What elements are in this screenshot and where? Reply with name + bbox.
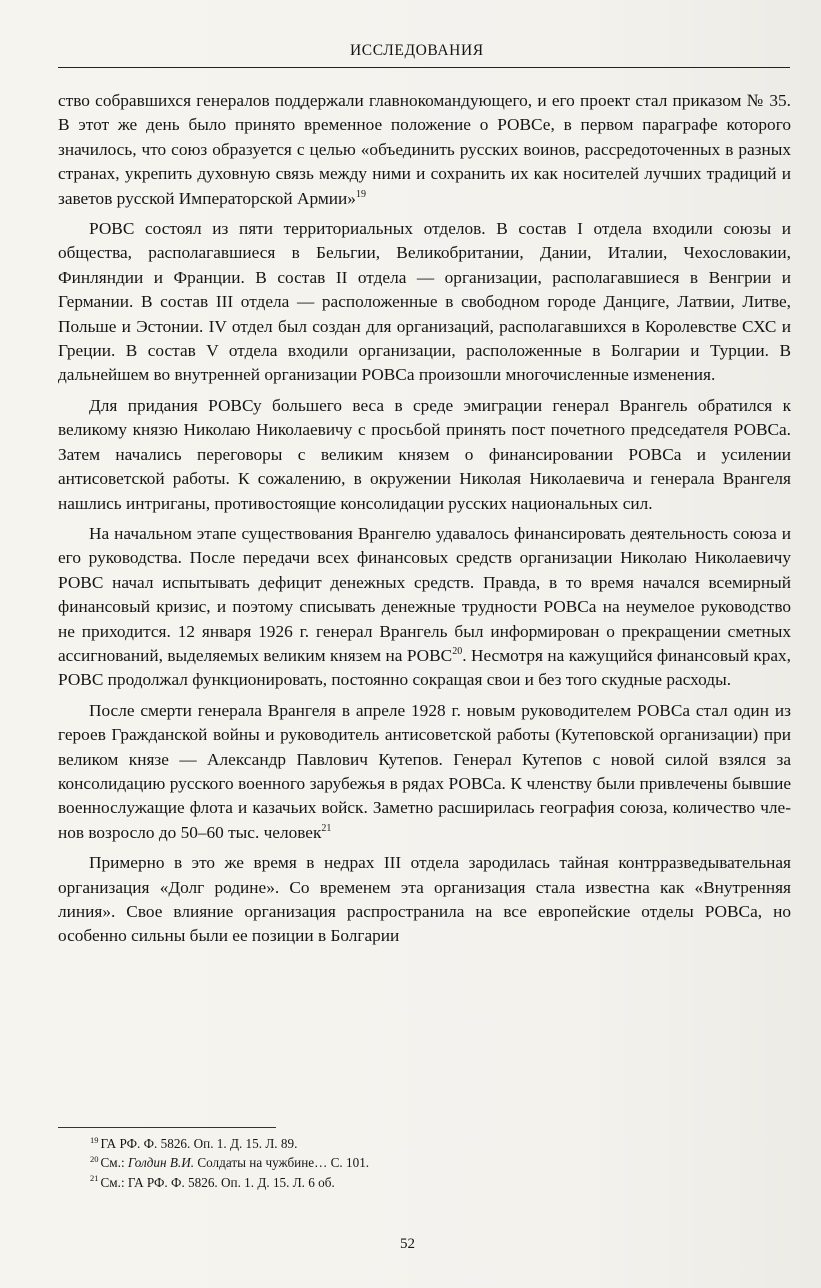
footnote-ref-21: 21 bbox=[321, 823, 332, 835]
page-number: 52 bbox=[400, 1236, 415, 1252]
footnote-21: $^{21}$ См.: ГА РФ. Ф. 5826. Оп. 1. Д. 15. Л. 6 об. bbox=[90, 1173, 335, 1190]
running-header bbox=[58, 36, 790, 68]
paragraph-6: Примерно в это же время в недрах III отдела зародилась тайная контрразведывательная организация «Долг родине». Со временем эта организация стала известна как «Внутренняя линия». Свое влияние организация распространила на все европейские отделы РОВСа, но особенно сильны были ее позиции в Болгарии bbox=[58, 853, 791, 946]
paragraph-5: После смерти генерала Врангеля в апреле 1928 г. новым руководителем РОВСа стал один из героев Гражданской войны и руководитель антисоветской работы (Кутеповской организации) при великом князе — Александр Павлович Кутепов. Генерал Кутепов с новой силой взялся за консолидацию русского военного зарубежья в рядах РОВСа. К членству были привлечены бывшие военнослужащие флота и казачьих войск. Заметно расширилась география союза, количество членов возросло до 50–60 тыс. человек$^{21}$ bbox=[58, 700, 791, 842]
paragraph-4: На начальном этапе существования Врангелю удавалось финансировать деятельность союза и его руководства. После передачи всех финансовых средств организации Николаю Николаевичу РОВС начал испытывать дефицит денежных средств. Правда, в то время начался всемирный финансовый кризис, и поэтому списывать денежные трудности РОВСа на неумелое руководство не приходится. 12 января 1926 г. генерал Врангель был информирован о прекращении сметных ассигнований, выделяемых великим князем на РОВС$^{20}$. Несмотря на кажущийся финансовый крах, РОВС продолжал функционировать, постоянно сокращая свои и без того скудные расходы. bbox=[58, 523, 791, 690]
footnote-ref-20: 20 bbox=[452, 646, 463, 658]
paragraph-2: РОВС состоял из пяти территориальных отделов. В состав I отдела входили союзы и общества, располагавшиеся в Бельгии, Великобритании, Дании, Италии, Чехословакии, Финляндии и Франции. В состав II отдела — организации, располагавшиеся в Венгрии и Германии. В состав III отдела — расположенные в свободном городе Данциге, Латвии, Литве, Польше и Эстонии. IV отдел был создан для организаций, располагавшихся в Королевстве СХС и Греции. В состав V отдела входили организации, расположенные в Болгарии и Турции. В дальнейшем во внутренней организации РОВСа произошли многочисленные изменения. bbox=[58, 219, 791, 385]
paragraph-3: Для придания РОВСу большего веса в среде эмиграции генерал Врангель обратился к великому князю Николаю Николаевичу с просьбой принять пост почетного председателя РОВСа. Затем начались переговоры с великим князем о финансировании РОВСа и усилении антисоветской работы. К сожалению, в окружении Николая Николаевича и генерала Врангеля нашлись интриганы, противостоящие консолидации русских национальных сил. bbox=[58, 395, 791, 513]
footnote-rule bbox=[58, 1127, 276, 1128]
body-text bbox=[58, 89, 791, 955]
section-title: ИССЛЕДОВАНИЯ bbox=[350, 42, 484, 59]
footnote-20: $^{20}$ См.: Голдин В.И. Солдаты на чужбине… С. 101. bbox=[90, 1154, 370, 1171]
footnote-ref-19: 19 bbox=[355, 188, 366, 200]
paragraph-1: ство собравшихся генералов поддержали главнокомандующего, и его проект стал приказом № 35. В этот же день было принято временное положение о РОВСе, в первом параграфе которого значилось, что союз образуется с целью «объединить русских воинов, рассредоточенных в разных странах, укрепить духовную связь между ними и сохранить их как носителей лучших традиций и заветов русской Императорской Армии»$^{19}$ bbox=[58, 91, 791, 208]
header-rule bbox=[58, 67, 790, 68]
footnotes bbox=[90, 1134, 690, 1192]
footnote-19: $^{19}$ ГА РФ. Ф. 5826. Оп. 1. Д. 15. Л. 89. bbox=[90, 1134, 298, 1151]
